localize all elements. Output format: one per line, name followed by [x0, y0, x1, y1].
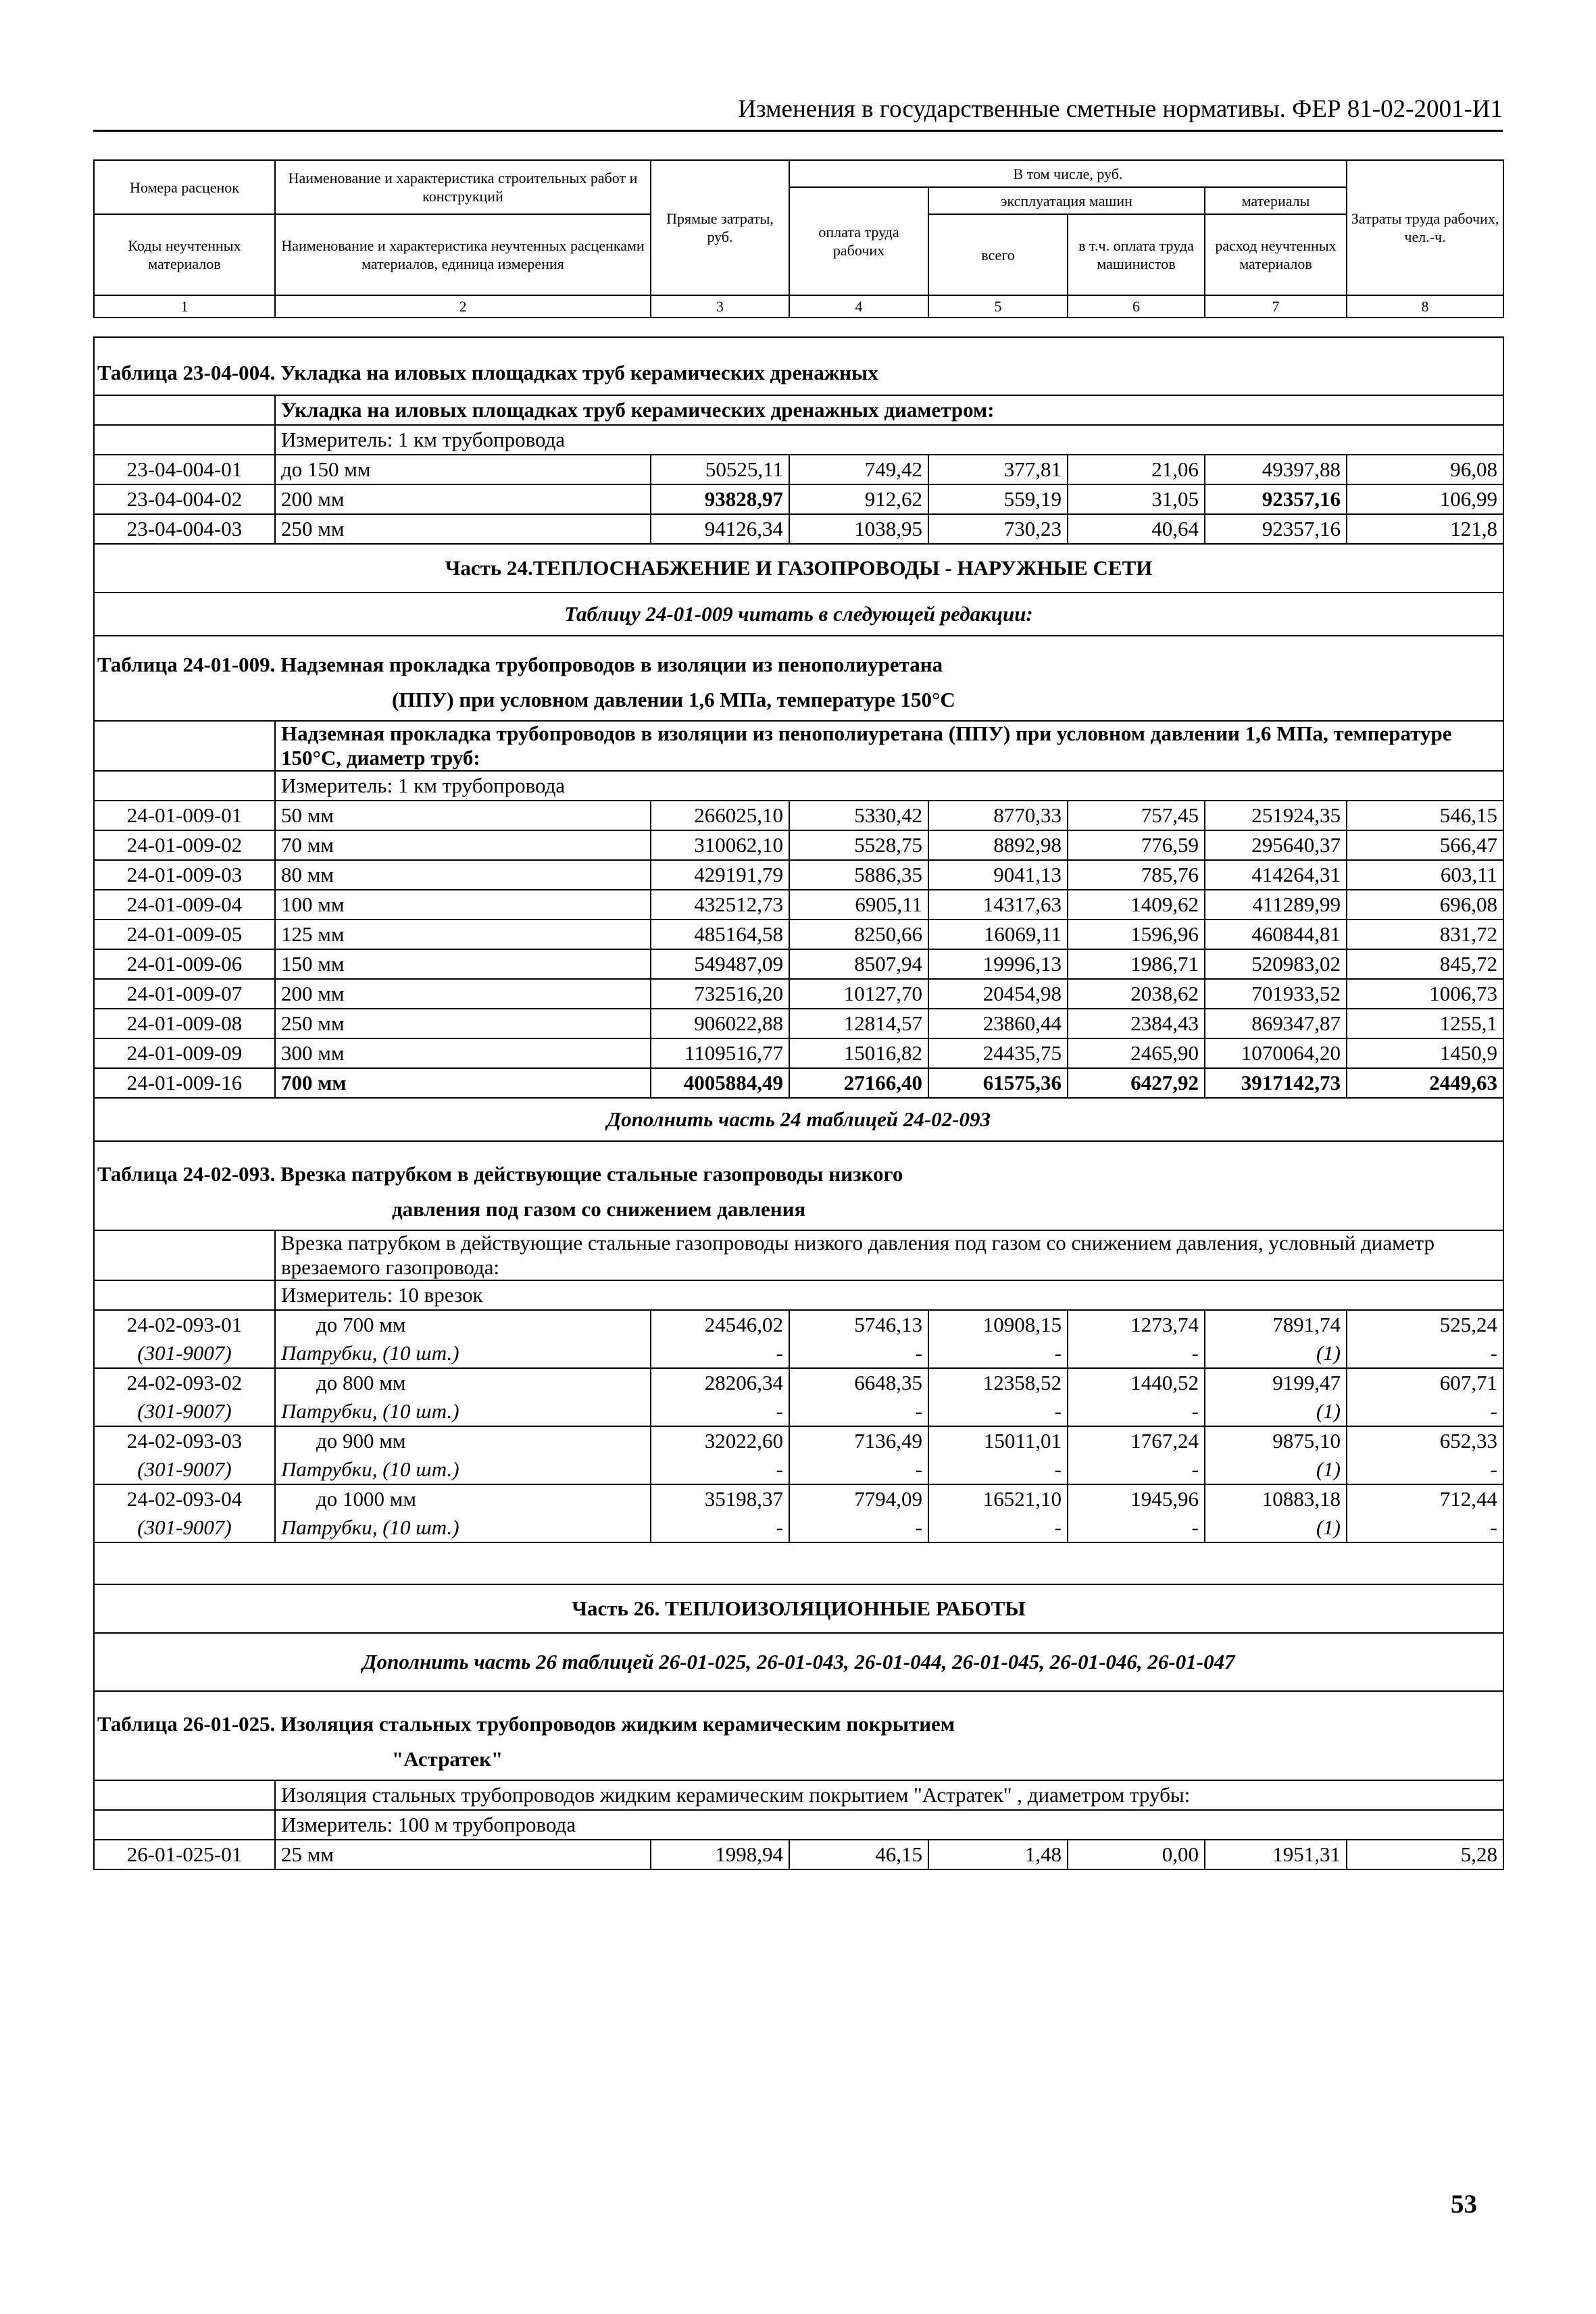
rates-table	[93, 336, 1504, 1870]
measure-unit: Измеритель: 1 км трубопровода	[275, 771, 1503, 801]
table-description: Укладка на иловых площадках труб керамических дренажных диаметром:	[275, 395, 1503, 425]
table-title-23-04-004: Таблица 23-04-004. Укладка на иловых площадках труб керамических дренажных	[94, 337, 1503, 395]
read-instruction: Таблицу 24-01-009 читать в следующей редакции:	[94, 593, 1503, 636]
column-header-table	[93, 159, 1504, 318]
col-number: 7	[1205, 295, 1347, 318]
header-labor-pay: оплата труда рабочих	[789, 187, 928, 295]
table-row: 24-02-093-03 до 900 мм 32022,60 7136,49 15011,01 1767,24 9875,10 652,33	[94, 1426, 1503, 1455]
table-row: 24-01-009-04 100 мм 432512,73 6905,11 14317,63 1409,62 411289,99 696,08	[94, 890, 1503, 920]
col-number: 6	[1068, 295, 1205, 318]
header-rule	[93, 130, 1503, 132]
table-row: 24-02-093-04 до 1000 мм 35198,37 7794,09 16521,10 1945,96 10883,18 712,44	[94, 1484, 1503, 1513]
table-row: 26-01-025-01 25 мм 1998,94 46,15 1,48 0,00 1951,31 5,28	[94, 1840, 1503, 1869]
table-row: 24-02-093-02 до 800 мм 28206,34 6648,35 12358,52 1440,52 9199,47 607,71	[94, 1368, 1503, 1397]
table-row: 24-01-009-02 70 мм 310062,10 5528,75 8892,98 776,59 295640,37 566,47	[94, 830, 1503, 860]
table-row: 23-04-004-03 250 мм 94126,34 1038,95 730,23 40,64 92357,16 121,8	[94, 514, 1503, 544]
header-materials: материалы	[1205, 187, 1347, 214]
part-26-title: Часть 26. ТЕПЛОИЗОЛЯЦИОННЫЕ РАБОТЫ	[94, 1584, 1503, 1633]
table-row: 23-04-004-01 до 150 мм 50525,11 749,42 377,81 21,06 49397,88 96,08	[94, 455, 1503, 484]
table-description: Изоляция стальных трубопроводов жидким керамическим покрытием "Астратек" , диаметром трубы:	[275, 1780, 1503, 1810]
add-instruction-26: Дополнить часть 26 таблицей 26-01-025, 26-01-043, 26-01-044, 26-01-045, 26-01-046, 26-01-047	[94, 1633, 1503, 1691]
col-number: 5	[928, 295, 1068, 318]
header-including: В том числе, руб.	[789, 160, 1347, 187]
table-description: Надземная прокладка трубопроводов в изоляции из пенополиуретана (ППУ) при условном давлении 1,6 МПа, температуре 150°С, диаметр труб:	[275, 721, 1503, 771]
table-row: 24-01-009-08 250 мм 906022,88 12814,57 23860,44 2384,43 869347,87 1255,1	[94, 1009, 1503, 1038]
part-24-title: Часть 24.ТЕПЛОСНАБЖЕНИЕ И ГАЗОПРОВОДЫ - НАРУЖНЫЕ СЕТИ	[94, 544, 1503, 593]
header-direct-costs: Прямые затраты, руб.	[651, 160, 789, 295]
material-row: (301-9007) Патрубки, (10 шт.) - - - - (1) -	[94, 1513, 1503, 1542]
table-row: 24-02-093-01 до 700 мм 24546,02 5746,13 10908,15 1273,74 7891,74 525,24	[94, 1310, 1503, 1339]
col-number: 8	[1347, 295, 1503, 318]
page-number: 53	[1451, 2190, 1477, 2219]
material-row: (301-9007) Патрубки, (10 шт.) - - - - (1) -	[94, 1339, 1503, 1368]
col-number: 4	[789, 295, 928, 318]
table-row: 24-01-009-05 125 мм 485164,58 8250,66 16069,11 1596,96 460844,81 831,72	[94, 920, 1503, 949]
header-labor-costs: Затраты труда рабочих, чел.-ч.	[1347, 160, 1503, 295]
material-row: (301-9007) Патрубки, (10 шт.) - - - - (1) -	[94, 1397, 1503, 1426]
table-title-24-01-009: Таблица 24-01-009. Надземная прокладка трубопроводов в изоляции из пенополиуретана (ППУ) при условном давлении 1,6 МПа, температуре 150°С	[94, 636, 1503, 721]
table-row: 24-01-009-01 50 мм 266025,10 5330,42 8770,33 757,45 251924,35 546,15	[94, 801, 1503, 830]
measure-unit: Измеритель: 1 км трубопровода	[275, 425, 1503, 455]
header-material-codes: Коды неучтенных материалов	[94, 214, 275, 295]
header-material-usage: расход неучтенных материалов	[1205, 214, 1347, 295]
header-work-name: Наименование и характеристика строительных работ и конструкций	[275, 160, 651, 214]
col-number: 2	[275, 295, 651, 318]
col-number: 1	[94, 295, 275, 318]
header-rate-number: Номера расценок	[94, 160, 275, 214]
running-title: Изменения в государственные сметные нормативы. ФЕР 81-02-2001-И1	[738, 95, 1503, 123]
table-row: 24-01-009-06 150 мм 549487,09 8507,94 19996,13 1986,71 520983,02 845,72	[94, 949, 1503, 979]
table-description: Врезка патрубком в действующие стальные газопроводы низкого давления под газом со снижением давления, условный диаметр врезаемого газопровода:	[275, 1230, 1503, 1280]
measure-unit: Измеритель: 10 врезок	[275, 1280, 1503, 1310]
header-total: всего	[928, 214, 1068, 295]
table-row: 24-01-009-16 700 мм 4005884,49 27166,40 61575,36 6427,92 3917142,73 2449,63	[94, 1068, 1503, 1098]
table-title-24-02-093: Таблица 24-02-093. Врезка патрубком в действующие стальные газопроводы низкого давления под газом со снижением давления	[94, 1141, 1503, 1230]
material-row: (301-9007) Патрубки, (10 шт.) - - - - (1) -	[94, 1455, 1503, 1484]
measure-unit: Измеритель: 100 м трубопровода	[275, 1810, 1503, 1840]
table-title-26-01-025: Таблица 26-01-025. Изоляция стальных трубопроводов жидким керамическим покрытием "Астратек"	[94, 1691, 1503, 1780]
header-machine-operation: эксплуатация машин	[928, 187, 1205, 214]
table-row: 23-04-004-02 200 мм 93828,97 912,62 559,19 31,05 92357,16 106,99	[94, 484, 1503, 514]
add-instruction-24: Дополнить часть 24 таблицей 24-02-093	[94, 1098, 1503, 1141]
table-row: 24-01-009-07 200 мм 732516,20 10127,70 20454,98 2038,62 701933,52 1006,73	[94, 979, 1503, 1009]
col-number: 3	[651, 295, 789, 318]
table-row: 24-01-009-09 300 мм 1109516,77 15016,82 24435,75 2465,90 1070064,20 1450,9	[94, 1038, 1503, 1068]
header-operator-pay: в т.ч. оплата труда машинистов	[1068, 214, 1205, 295]
table-row: 24-01-009-03 80 мм 429191,79 5886,35 9041,13 785,76 414264,31 603,11	[94, 860, 1503, 890]
header-material-name: Наименование и характеристика неучтенных расценками материалов, единица измерения	[275, 214, 651, 295]
